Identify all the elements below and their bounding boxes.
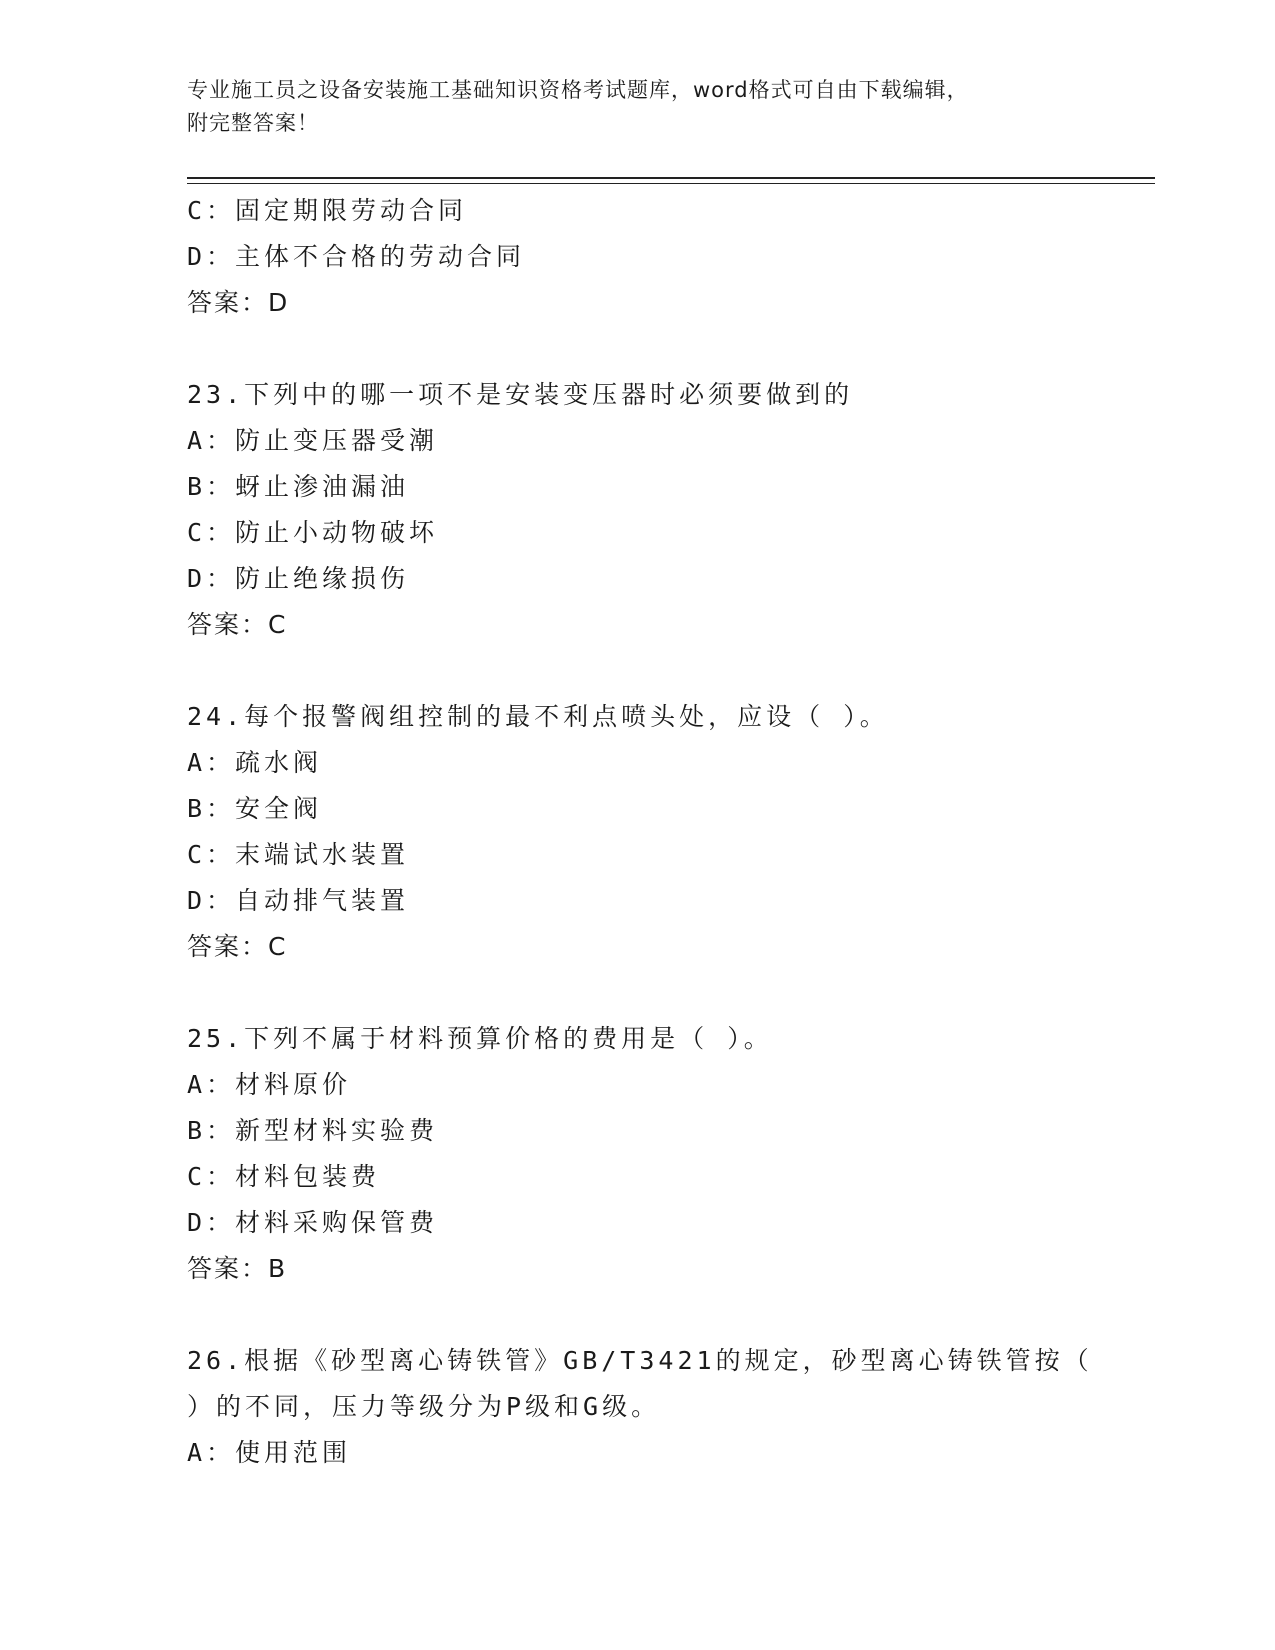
option-a: A：防止变压器受潮 — [187, 426, 439, 455]
answer: 答案：B — [187, 1254, 288, 1283]
question-list — [187, 188, 1093, 1476]
spacer — [187, 326, 1087, 372]
option-b: B：蚜止渗油漏油 — [187, 472, 410, 501]
option-b: B：新型材料实验费 — [187, 1116, 439, 1145]
question-stem: 25.下列不属于材料预算价格的费用是（ ）。 — [187, 1024, 773, 1053]
question-24 — [187, 694, 1087, 970]
option-a: A：疏水阀 — [187, 748, 323, 777]
page-header — [187, 74, 1067, 140]
option-c: C：末端试水装置 — [187, 840, 410, 869]
option-b: B：安全阀 — [187, 794, 323, 823]
question-stem-line-1: 26.根据《砂型离心铸铁管》GB/T3421的规定，砂型离心铸铁管按（ — [187, 1346, 1093, 1375]
option-c: C：材料包装费 — [187, 1162, 381, 1191]
question-26 — [187, 1338, 1093, 1476]
question-stem-line-2: ）的不同，压力等级分为P级和G级。 — [187, 1392, 661, 1421]
spacer — [187, 970, 1087, 1016]
option-c: C：防止小动物破坏 — [187, 518, 439, 547]
option-d: D：防止绝缘损伤 — [187, 564, 410, 593]
question-25 — [187, 1016, 1087, 1292]
option-c: C：固定期限劳动合同 — [187, 196, 468, 225]
option-d: D：材料采购保管费 — [187, 1208, 439, 1237]
option-a: A：使用范围 — [187, 1438, 352, 1467]
option-d: D：主体不合格的劳动合同 — [187, 242, 526, 271]
spacer — [187, 1292, 1087, 1338]
spacer — [187, 648, 1087, 694]
question-23 — [187, 372, 1087, 648]
header-rule-thick — [187, 177, 1155, 179]
answer: 答案：C — [187, 932, 288, 961]
question-stem: 24.每个报警阀组控制的最不利点喷头处，应设（ ）。 — [187, 702, 889, 731]
answer: 答案：C — [187, 610, 288, 639]
option-a: A：材料原价 — [187, 1070, 352, 1099]
header-rule-thin — [187, 183, 1155, 184]
answer: 答案：D — [187, 288, 290, 317]
header-line-2: 附完整答案！ — [187, 111, 319, 135]
header-line-1: 专业施工员之设备安装施工基础知识资格考试题库，word格式可自由下载编辑， — [187, 78, 969, 102]
question-stem: 23.下列中的哪一项不是安装变压器时必须要做到的 — [187, 380, 854, 409]
question-22-fragment — [187, 188, 1087, 326]
option-d: D：自动排气装置 — [187, 886, 410, 915]
